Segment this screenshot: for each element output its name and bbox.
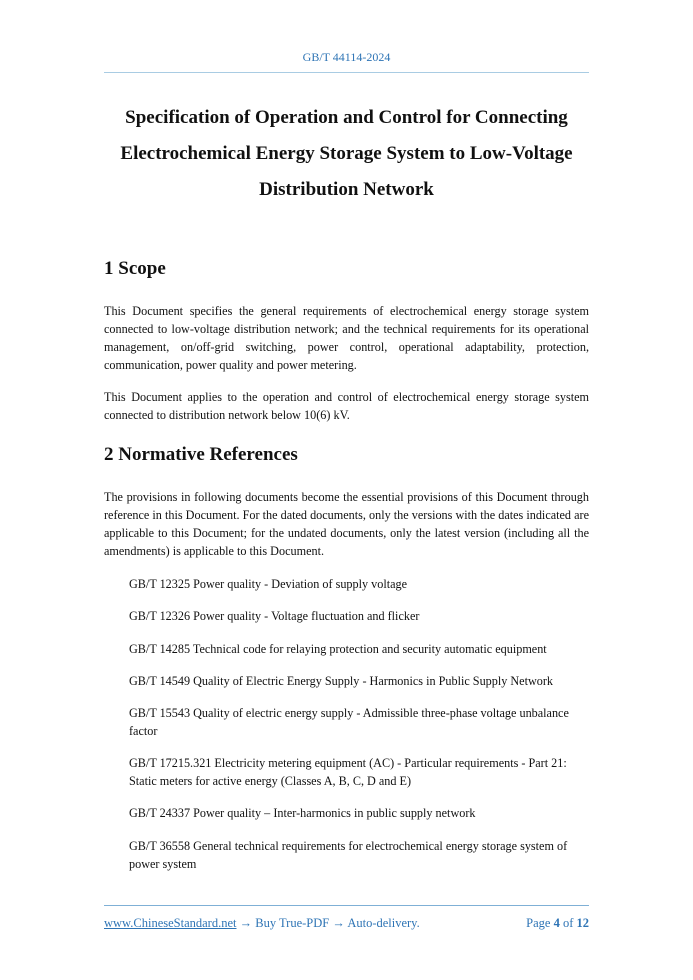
page-of-label: of [562, 916, 574, 930]
references-intro-paragraph: The provisions in following documents become the essential provisions of this Document through reference in this Document. For the dated documents, only the versions with the dates indicated are applicable to this Document; for the undated documents, only the latest version (including all the amendments) is applicable to this Document. [104, 490, 589, 558]
page-label: Page [526, 916, 551, 930]
title-line-3: Distribution Network [259, 179, 434, 200]
reference-item: GB/T 14285 Technical code for relaying protection and security automatic equipment [129, 642, 547, 656]
page-footer [104, 916, 589, 931]
document-code-header: GB/T 44114-2024 [302, 50, 391, 64]
arrow-right-icon: → [239, 916, 253, 930]
title-line-2: Electrochemical Energy Storage System to Low-Voltage [120, 143, 573, 164]
website-link[interactable]: www.ChineseStandard.net [104, 916, 237, 930]
page-current: 4 [553, 916, 560, 930]
reference-item: GB/T 12325 Power quality - Deviation of supply voltage [129, 577, 408, 591]
buy-true-pdf-text: Buy True-PDF [255, 916, 330, 930]
arrow-right-icon: → [332, 916, 345, 930]
section-heading-normative-references: 2 Normative References [104, 444, 298, 465]
reference-item: GB/T 12326 Power quality - Voltage fluctuation and flicker [129, 609, 420, 623]
header-divider [104, 72, 589, 73]
reference-item: GB/T 15543 Quality of electric energy supply - Admissible three-phase voltage unbalance factor [129, 706, 569, 738]
document-title [90, 100, 603, 208]
title-line-1: Specification of Operation and Control for Connecting [125, 107, 568, 128]
page-number [526, 916, 589, 931]
footer-promo [104, 916, 420, 931]
reference-item: GB/T 14549 Quality of Electric Energy Supply - Harmonics in Public Supply Network [129, 674, 554, 688]
section-heading-scope: 1 Scope [104, 258, 166, 279]
reference-item: GB/T 36558 General technical requirements for electrochemical energy storage system of power system [129, 839, 568, 871]
reference-item: GB/T 24337 Power quality – Inter-harmonics in public supply network [129, 806, 476, 820]
scope-paragraph-2: This Document applies to the operation and control of electrochemical energy storage system connected to distribution network below 10(6) kV. [104, 390, 589, 422]
footer-divider [104, 905, 589, 906]
auto-delivery-text: Auto-delivery. [347, 916, 420, 930]
page-total: 12 [576, 916, 589, 930]
scope-paragraph-1: This Document specifies the general requirements of electrochemical energy storage system connected to low-voltage distribution network; and the technical requirements for its operational management, on/off-grid switching, power control, operational adaptability, protection, communication, power quality and power metering. [104, 304, 589, 372]
reference-item: GB/T 17215.321 Electricity metering equipment (AC) - Particular requirements - Part 21: Static meters for active energy (Classes A, B, C, D and E) [129, 756, 567, 788]
